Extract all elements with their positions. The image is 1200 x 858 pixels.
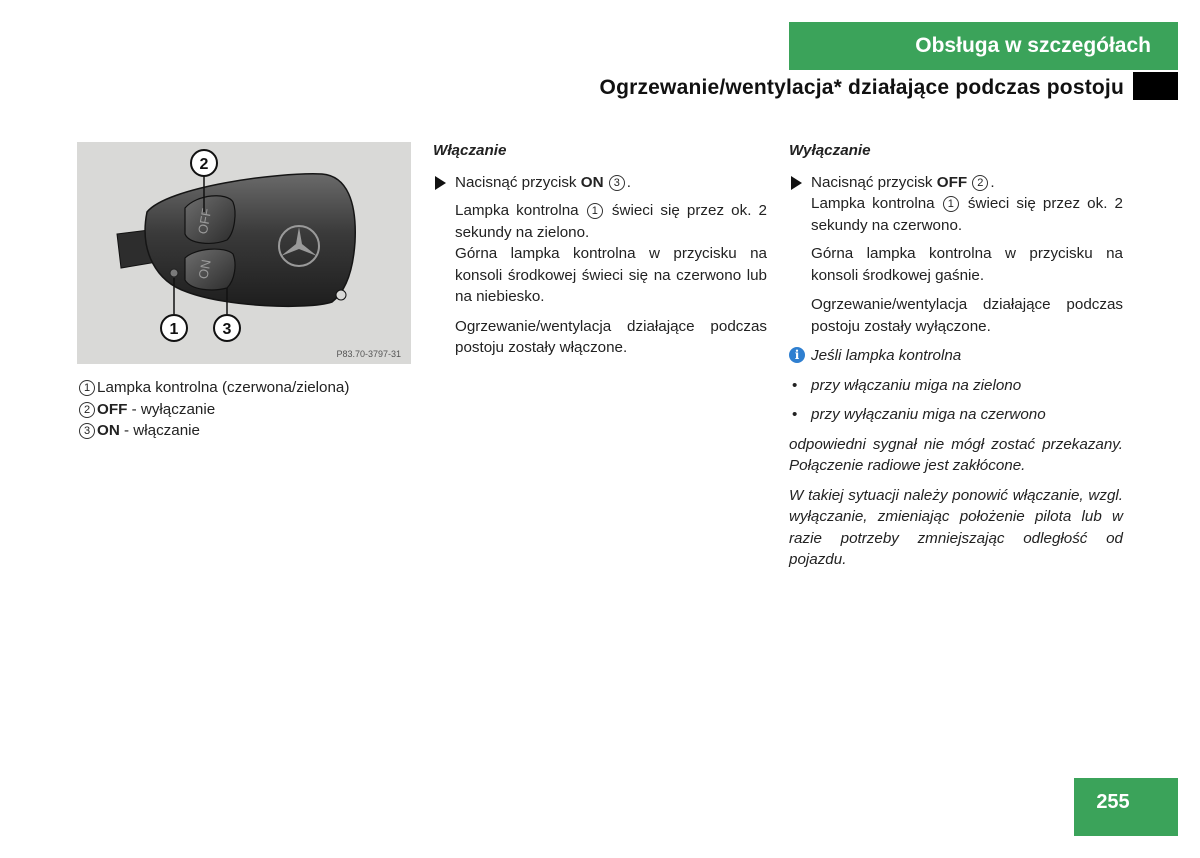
- switch-off-paragraph-2: Ogrzewanie/wentylacja działające podczas postoju zostały wyłączone.: [811, 296, 1123, 335]
- legend-item: [78, 399, 418, 421]
- info-icon: i: [789, 347, 805, 363]
- switch-on-paragraph-1: [433, 200, 767, 308]
- step-text: Nacisnąć przycisk: [811, 173, 937, 191]
- step-arrow-icon: [791, 176, 802, 190]
- bullet-dot-icon: •: [792, 376, 798, 394]
- switch-off-column: [789, 140, 1123, 579]
- legend-number: 2: [79, 402, 95, 418]
- callout-1-label: 1: [169, 321, 179, 338]
- callout-1: [161, 315, 187, 341]
- remote-control-figure: [77, 142, 411, 364]
- figure-ref-code: P83.70-3797-31: [336, 349, 401, 359]
- note-paragraph-2: W takiej sytuacji należy ponowić włączanie, wzgl. wyłączanie, zmieniając położenie pilota lub w razie potrzeby zmniejszając odległość od pojazdu.: [789, 486, 1123, 568]
- legend-number: 3: [79, 423, 95, 439]
- bullet-text: przy włączaniu miga na zielono: [811, 376, 1022, 394]
- off-button-label: OFF: [194, 207, 215, 236]
- remote-body: [145, 174, 355, 306]
- switch-on-paragraph-2: Ogrzewanie/wentylacja działające podczas postoju zostały włączone.: [455, 317, 767, 356]
- step-suffix: .: [990, 173, 995, 191]
- legend-text: Lampka kontrolna (czerwona/zielona): [97, 379, 350, 396]
- switch-off-paragraph-1: Górna lampka kontrolna w przycisku na konsoli środkowej gaśnie.: [811, 245, 1123, 284]
- p1-before: Lampka kontrolna: [455, 202, 586, 219]
- p1-ref-number: 1: [587, 203, 603, 219]
- step-ref-number: 2: [972, 175, 988, 191]
- legend-text: - włączanie: [119, 422, 200, 439]
- step-bold: ON: [580, 173, 604, 191]
- switch-off-step: [789, 172, 1123, 237]
- step-ref-number: 3: [609, 175, 625, 191]
- page-heading: Ogrzewanie/wentylacja* działające podczas postoju: [599, 76, 1124, 99]
- on-button-label: ON: [195, 258, 214, 281]
- info-note: [789, 345, 1123, 367]
- step-line2-before: Lampka kontrolna: [811, 195, 942, 212]
- page-number: 255: [1074, 778, 1178, 836]
- legend-item: [78, 377, 418, 399]
- callout-3: [214, 315, 240, 341]
- note-bullet: [789, 404, 1123, 426]
- step-text: Nacisnąć przycisk: [455, 173, 581, 191]
- section-tab: Obsługa w szczegółach: [789, 22, 1178, 70]
- key-ring-hole: [336, 290, 346, 300]
- switch-on-column: [433, 140, 767, 367]
- heading-bar: [1133, 72, 1178, 100]
- bullet-text: przy wyłączaniu miga na czerwono: [811, 406, 1046, 423]
- bullet-dot-icon: •: [792, 406, 798, 423]
- note-bullet: [789, 375, 1123, 397]
- callout-2: [191, 150, 217, 176]
- switch-off-heading: Wyłączanie: [789, 142, 871, 159]
- p1-line2: Górna lampka kontrolna w przycisku na konsoli środkowej świeci się na czerwono lub na niebiesko.: [455, 245, 767, 305]
- switch-on-heading: Włączanie: [433, 142, 507, 159]
- step-line2-ref-number: 1: [943, 196, 959, 212]
- step-line2-after: świeci się przez ok. 2 sekundy na czerwono.: [811, 195, 1123, 234]
- p1-after: świeci się przez ok. 2 sekundy na zielono.: [455, 202, 767, 241]
- note-paragraph-1: odpowiedni sygnał nie mógł zostać przekazany. Połączenie radiowe jest zakłócone.: [789, 435, 1123, 474]
- step-arrow-icon: [435, 176, 446, 190]
- indicator-lamp: [170, 269, 178, 277]
- info-note-text: Jeśli lampka kontrolna: [811, 347, 962, 364]
- step-bold: OFF: [936, 173, 968, 191]
- remote-control-illustration: [77, 142, 411, 364]
- callout-3-label: 3: [222, 321, 232, 338]
- legend-bold: ON: [97, 422, 120, 439]
- legend-item: [78, 420, 418, 442]
- legend-text: - wyłączanie: [127, 400, 216, 418]
- step-suffix: .: [626, 173, 631, 191]
- callout-2-label: 2: [199, 156, 209, 173]
- figure-legend: [78, 377, 418, 442]
- switch-on-step: [433, 172, 767, 194]
- legend-bold: OFF: [97, 400, 128, 418]
- legend-number: 1: [79, 380, 95, 396]
